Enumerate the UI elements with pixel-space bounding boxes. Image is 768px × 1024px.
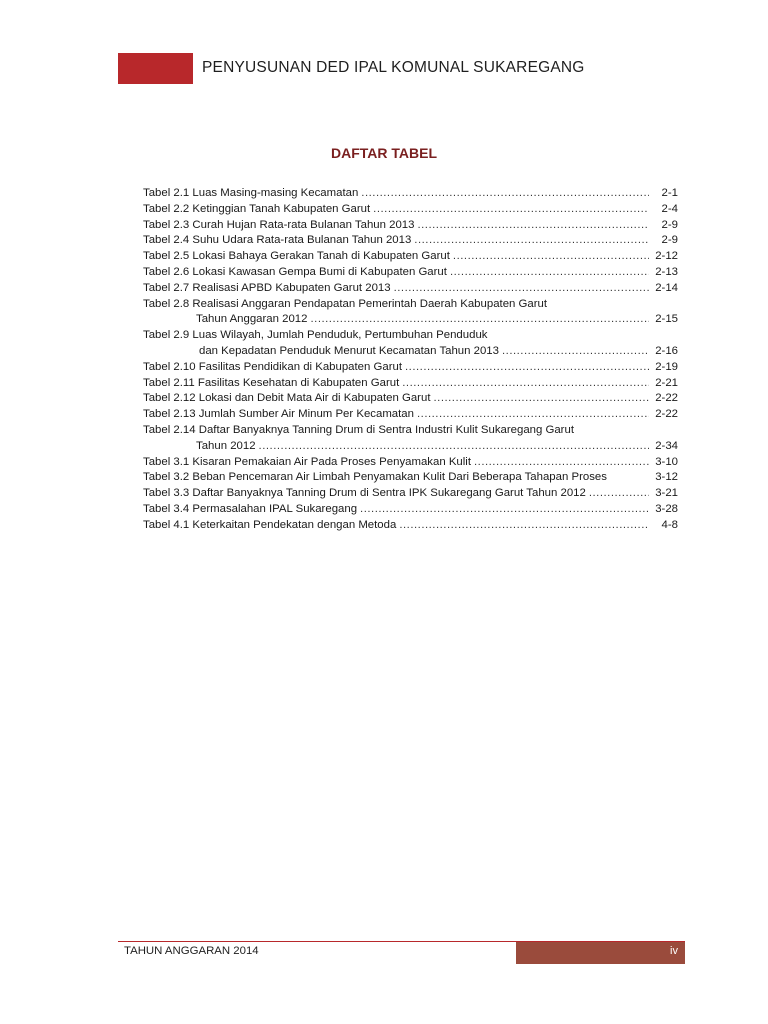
toc-entry[interactable] (143, 265, 678, 281)
toc-entry-title: Tabel 2.10 Fasilitas Pendidikan di Kabupaten Garut (143, 360, 402, 373)
toc-page-ref: 2-16 (655, 344, 678, 357)
toc-entry[interactable] (143, 218, 678, 234)
dot-leader (399, 518, 649, 534)
toc-entry[interactable] (143, 202, 678, 218)
toc-entry[interactable] (143, 186, 678, 202)
toc-entry-title[interactable]: Tabel 2.9 Luas Wilayah, Jumlah Penduduk, Pertumbuhan Penduduk (143, 329, 488, 342)
toc-page-ref: 2-9 (661, 234, 678, 247)
toc-page-ref: 2-14 (655, 281, 678, 294)
toc-page-ref: 3-21 (655, 487, 678, 500)
dot-leader (259, 439, 649, 455)
toc-entry-title: Tabel 2.3 Curah Hujan Rata-rata Bulanan Tahun 2013 (143, 218, 415, 231)
toc-entry[interactable] (143, 233, 678, 249)
toc-entry-continuation: Tahun Anggaran 2012 (196, 313, 308, 326)
dot-leader (453, 249, 649, 265)
dot-leader (433, 391, 649, 407)
toc-entry[interactable] (143, 439, 678, 455)
toc-entry[interactable] (143, 376, 678, 392)
dot-leader (502, 344, 649, 360)
header-accent-block (118, 53, 193, 84)
dot-leader (414, 233, 649, 249)
toc-entry[interactable] (143, 281, 678, 297)
toc-entry-title: Tabel 4.1 Keterkaitan Pendekatan dengan Metoda (143, 518, 397, 531)
toc-page-ref: 2-21 (655, 376, 678, 389)
toc-heading: DAFTAR TABEL (330, 145, 438, 161)
dot-leader (405, 360, 649, 376)
toc-entry-title: Tabel 3.4 Permasalahan IPAL Sukaregang (143, 502, 358, 515)
toc-page-ref: 2-22 (655, 408, 678, 421)
toc-page-ref: 2-15 (655, 313, 678, 326)
toc-page-ref: 2-22 (655, 392, 678, 405)
toc-entry[interactable] (143, 249, 678, 265)
document-title: PENYUSUNAN DED IPAL KOMUNAL SUKAREGANG (202, 59, 585, 76)
toc-entry-title: Tabel 2.5 Lokasi Bahaya Gerakan Tanah di Kabupaten Garut (143, 250, 450, 263)
table-of-tables (143, 186, 678, 534)
toc-entry-title: Tabel 2.12 Lokasi dan Debit Mata Air di Kabupaten Garut (143, 392, 431, 405)
toc-entry[interactable] (143, 360, 678, 376)
toc-entry[interactable] (143, 502, 678, 518)
dot-leader (373, 202, 649, 218)
dot-leader (417, 218, 649, 234)
toc-entry-continuation: Tahun 2012 (196, 439, 256, 452)
toc-entry[interactable] (143, 407, 678, 423)
toc-entry-title: Tabel 3.3 Daftar Banyaknya Tanning Drum di Sentra IPK Sukaregang Garut Tahun 2012 (143, 487, 586, 500)
toc-entry-title: Tabel 2.6 Lokasi Kawasan Gempa Bumi di Kabupaten Garut (143, 265, 447, 278)
toc-page-ref: 2-19 (655, 360, 678, 373)
toc-entry[interactable] (143, 518, 678, 534)
dot-leader (360, 502, 649, 518)
toc-entry-title: Tabel 2.1 Luas Masing-masing Kecamatan (143, 187, 359, 199)
dot-leader (450, 265, 649, 281)
toc-entry-title: Tabel 2.7 Realisasi APBD Kabupaten Garut 2013 (143, 281, 391, 294)
toc-entry-title: Tabel 3.1 Kisaran Pemakaian Air Pada Proses Penyamakan Kulit (143, 455, 471, 468)
toc-entry[interactable] (143, 344, 678, 360)
dot-leader (310, 312, 649, 328)
dot-leader (402, 376, 649, 392)
toc-entry-title: Tabel 3.2 Beban Pencemaran Air Limbah Penyamakan Kulit Dari Beberapa Tahapan Proses (143, 471, 607, 484)
toc-page-ref: 2-12 (655, 250, 678, 263)
toc-entry[interactable] (143, 486, 678, 502)
toc-entry-title[interactable]: Tabel 2.14 Daftar Banyaknya Tanning Drum di Sentra Industri Kulit Sukaregang Garut (143, 423, 574, 436)
toc-entry-continuation: dan Kepadatan Penduduk Menurut Kecamatan Tahun 2013 (199, 344, 499, 357)
toc-page-ref: 2-13 (655, 265, 678, 278)
footer-accent-block (516, 942, 685, 964)
toc-entry-title: Tabel 2.2 Ketinggian Tanah Kabupaten Garut (143, 202, 371, 215)
dot-leader (474, 455, 649, 471)
toc-entry-title: Tabel 2.11 Fasilitas Kesehatan di Kabupaten Garut (143, 376, 400, 389)
toc-page-ref: 3-12 (655, 471, 678, 484)
toc-entry-title[interactable]: Tabel 2.8 Realisasi Anggaran Pendapatan Pemerintah Daerah Kabupaten Garut (143, 297, 548, 310)
dot-leader (361, 186, 649, 202)
dot-leader (589, 486, 649, 502)
toc-page-ref: 2-1 (661, 187, 678, 199)
toc-entry[interactable] (143, 470, 678, 486)
toc-page-ref: 2-34 (655, 439, 678, 452)
toc-page-ref: 3-28 (655, 502, 678, 515)
toc-entry[interactable] (143, 391, 678, 407)
toc-page-ref: 2-9 (661, 218, 678, 231)
dot-leader (394, 281, 649, 297)
toc-page-ref: 3-10 (655, 455, 678, 468)
footer-year: TAHUN ANGGARAN 2014 (124, 945, 259, 957)
toc-entry[interactable] (143, 312, 678, 328)
toc-entry[interactable] (143, 455, 678, 471)
toc-page-ref: 2-4 (661, 202, 678, 215)
page-number: iv (670, 945, 678, 957)
toc-entry-title: Tabel 2.4 Suhu Udara Rata-rata Bulanan Tahun 2013 (143, 234, 412, 247)
toc-entry-title: Tabel 2.13 Jumlah Sumber Air Minum Per Kecamatan (143, 408, 414, 421)
toc-page-ref: 4-8 (661, 518, 678, 531)
dot-leader (417, 407, 649, 423)
